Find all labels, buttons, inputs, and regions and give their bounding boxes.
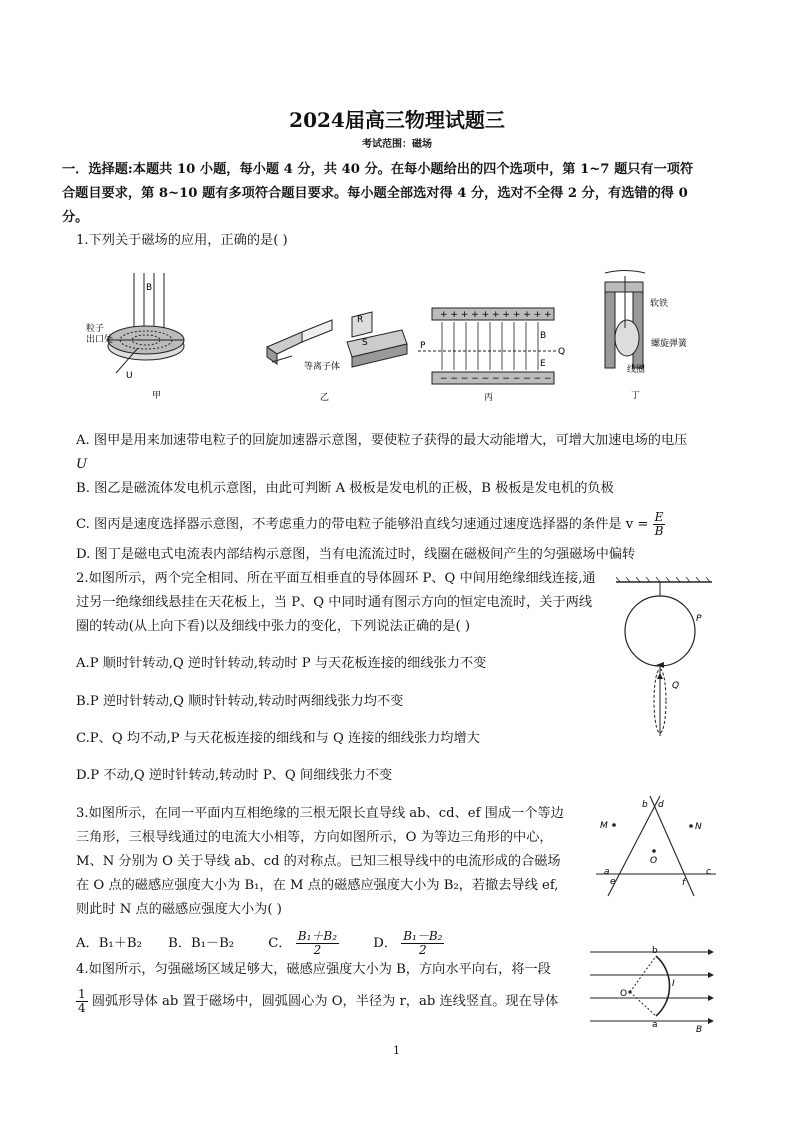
q3-option-b: B．B₁－B₂ — [168, 936, 235, 951]
q1-jia-outlet-label1: 粒子 — [86, 324, 105, 334]
q2-stem-line2: 过另一绝缘细线悬挂在天花板上，当 P、Q 中同时通有图示方向的恒定电流时，关于两线 — [76, 595, 593, 610]
q1-option-c-text: C. 图丙是速度选择器示意图，不考虑重力的带电粒子能够沿直线匀速通过速度选择器的条件是 v = — [76, 517, 649, 532]
q4-b-label: b — [652, 946, 658, 956]
q3-stem-line4: 在 O 点的磁感应强度大小为 B₁，在 M 点的磁感应强度大小为 B₂，若撤去导线 ef, — [76, 878, 559, 893]
q1-option-c-fraction — [653, 511, 666, 538]
q1-yi-plasma-label: 等离子体 — [304, 362, 341, 372]
q4-quarter-fraction — [76, 988, 88, 1015]
q1-figure-bing — [418, 300, 568, 405]
q1-bing-caption: 丙 — [484, 393, 494, 403]
q1-option-b: B. 图乙是磁流体发电机示意图，由此可判断 A 极板是发电机的正极，B 极板是发电机的负极 — [76, 481, 614, 496]
q4-O-label: O — [620, 989, 628, 999]
q3-figure — [594, 796, 718, 896]
q1-jia-B-label: B — [146, 283, 153, 293]
q3-option-a: A．B₁＋B₂ — [76, 936, 142, 951]
q2-option-d: D.P 不动,Q 逆时针转动,转动时 P、Q 间细线张力不变 — [76, 768, 393, 783]
section-instructions-line2: 合题目要求，第 8~10 题有多项符合题目要求。每小题全部选对得 4 分，选对不全得 2 分，有选错的得 0 — [62, 186, 688, 201]
section-instructions-line3: 分。 — [62, 210, 89, 225]
q1-ding-coil-label: 线圈 — [627, 365, 646, 375]
q2-option-a: A.P 顺时针转动,Q 逆时针转动,转动时 P 与天花板连接的细线张力不变 — [76, 656, 487, 671]
q3-option-c-fraction — [296, 930, 339, 957]
q4-B-label: B — [696, 1025, 703, 1035]
q1-bing-Q-label: Q — [558, 347, 566, 357]
q2-figure — [616, 576, 716, 746]
q3-d-label: d — [658, 800, 664, 810]
q1-bing-B-label: B — [540, 331, 547, 341]
q1-c-numerator: E — [654, 510, 664, 524]
q3-d-numerator: B₁－B₂ — [403, 929, 443, 943]
q1-figure-yi — [262, 312, 422, 407]
q1-bing-P-label: P — [420, 341, 426, 351]
q3-f-label: f — [682, 878, 686, 888]
q2-stem-line3: 圈的转动(从上向下看)以及细线中张力的变化，下列说法正确的是( ) — [76, 619, 471, 634]
q4-frac-denominator: 4 — [78, 1001, 86, 1015]
q2-option-b: B.P 逆时针转动,Q 顺时针转动,转动时两细线张力均不变 — [76, 694, 404, 709]
q4-I-label: I — [672, 979, 675, 989]
q2-stem-line1: 2.如图所示，两个完全相同、所在平面互相垂直的导体圆环 P、Q 中间用绝缘细线连接,通 — [76, 571, 596, 586]
q3-O-label: O — [650, 856, 658, 866]
q3-N-label: N — [695, 822, 702, 832]
q1-yi-S-label: S — [362, 338, 368, 348]
page-number: 1 — [393, 1044, 400, 1057]
q3-options — [76, 930, 444, 957]
q1-jia-caption: 甲 — [152, 391, 162, 401]
q1-yi-R-label: R — [357, 315, 364, 325]
q3-b-label: b — [642, 800, 648, 810]
q4-figure — [590, 944, 714, 1034]
q1-ding-caption: 丁 — [631, 391, 641, 401]
q1-figure-ding — [595, 268, 705, 403]
q3-stem-line1: 3.如图所示，在同一平面内互相绝缘的三根无限长直导线 ab、cd、ef 围成一个等边 — [76, 806, 564, 821]
q1-ding-iron-label: 软铁 — [650, 299, 669, 309]
q3-e-label: e — [610, 877, 616, 887]
q1-option-c — [76, 511, 665, 538]
q3-d-denominator: 2 — [419, 943, 427, 957]
q3-a-label: a — [604, 867, 610, 877]
q2-Q-label: Q — [672, 681, 680, 691]
q4-a-label: a — [652, 1020, 658, 1030]
q1-option-d: D. 图丁是磁电式电流表内部结构示意图，当有电流流过时，线圈在磁极间产生的匀强磁场中偏转 — [76, 547, 636, 562]
q3-option-c: C． — [268, 936, 292, 951]
q3-option-d-fraction — [401, 930, 444, 957]
q3-M-label: M — [600, 821, 608, 831]
q1-ding-spring-label: 螺旋弹簧 — [651, 339, 688, 349]
q4-stem-line2-text: 圆弧形导体 ab 置于磁场中，圆弧圆心为 O，半径为 r，ab 连线竖直。现在导体 — [91, 994, 559, 1009]
q3-stem-line3: M、N 分别为 O 关于导线 ab、cd 的对称点。已知三根导线中的电流形成的合磁场 — [76, 854, 561, 869]
exam-scope: 考试范围：磁场 — [362, 139, 432, 150]
q3-c-label: c — [706, 867, 711, 877]
q1-jia-U-label: U — [126, 371, 133, 381]
q3-c-numerator: B₁＋B₂ — [297, 929, 338, 943]
q1-option-a-cont: U — [76, 457, 88, 472]
q1-stem: 1.下列关于磁场的应用，正确的是( ) — [76, 233, 288, 248]
q4-stem-line1: 4.如图所示，匀强磁场区域足够大，磁感应强度大小为 B，方向水平向右，将一段 — [76, 962, 551, 977]
q1-c-denominator: B — [654, 524, 664, 538]
q2-P-label: P — [696, 614, 702, 624]
svg-text:− − − − − − − − − − −: − − − − − − − − − − − — [440, 374, 552, 384]
q1-jia-outlet-label2: 出口处 — [86, 335, 114, 345]
svg-text:+ + + + + + + + + + +: + + + + + + + + + + + — [440, 310, 552, 320]
q1-yi-caption: 乙 — [320, 393, 330, 403]
page-title: 2024届高三物理试题三 — [289, 108, 505, 132]
q3-option-d: D． — [373, 936, 398, 951]
q3-stem-line2: 三角形，三根导线通过的电流大小相等，方向如图所示，O 为等边三角形的中心， — [76, 830, 553, 845]
q3-stem-line5: 则此时 N 点的磁感应强度大小为( ) — [76, 902, 282, 917]
q4-stem-line2 — [76, 988, 558, 1015]
q3-c-denominator: 2 — [313, 943, 322, 957]
q1-bing-E-label: E — [540, 359, 546, 369]
section-instructions-line1: 一．选择题:本题共 10 小题，每小题 4 分，共 40 分。在每小题给出的四个选项中，第 1~7 题只有一项符 — [62, 162, 694, 177]
q1-option-a: A. 图甲是用来加速带电粒子的回旋加速器示意图，要使粒子获得的最大动能增大，可增大加速电场的电压 — [76, 433, 688, 448]
q2-option-c: C.P、Q 均不动,P 与天花板连接的细线和与 Q 连接的细线张力均增大 — [76, 731, 480, 746]
q1-figure-jia — [86, 268, 196, 403]
q4-frac-numerator: 1 — [78, 987, 86, 1001]
